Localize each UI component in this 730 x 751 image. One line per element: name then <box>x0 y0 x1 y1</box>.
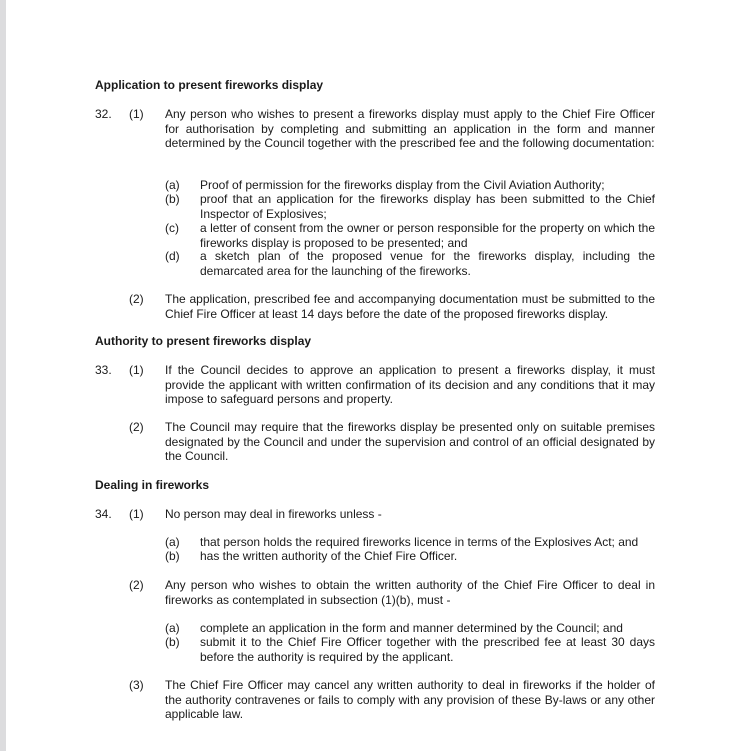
item-label-34-1-b: (b) <box>165 549 180 563</box>
subsection-label-34-2: (2) <box>129 578 144 592</box>
subsection-text-34-2: Any person who wishes to obtain the written authority of the Chief Fire Officer to deal in fireworks as contemplated in subsection (1)(b), must - <box>165 578 655 607</box>
item-label-32-1-c: (c) <box>165 221 179 235</box>
section-heading-34: Dealing in fireworks <box>95 478 210 492</box>
subsection-label-34-3: (3) <box>129 678 144 692</box>
section-heading-32: Application to present fireworks display <box>95 78 324 92</box>
item-label-32-1-b: (b) <box>165 192 180 206</box>
item-label-32-1-a: (a) <box>165 178 180 192</box>
subsection-label-32-1: (1) <box>129 107 144 121</box>
section-heading-33: Authority to present fireworks display <box>95 334 312 348</box>
item-text-32-1-b: proof that an application for the fireworks display has been submitted to the Chief Inspector of Explosives; <box>200 192 655 221</box>
subsection-label-33-2: (2) <box>129 420 144 434</box>
item-text-34-1-b: has the written authority of the Chief Fire Officer. <box>200 549 458 563</box>
item-text-32-1-c: a letter of consent from the owner or person responsible for the property on which the fireworks display is proposed to be presented; and <box>200 221 655 250</box>
subsection-text-32-2: The application, prescribed fee and accompanying documentation must be submitted to the Chief Fire Officer at least 14 days before the date of the proposed fireworks display. <box>165 292 655 321</box>
item-text-34-2-b: submit it to the Chief Fire Officer together with the prescribed fee at least 30 days before the authority is required by the applicant. <box>200 635 655 664</box>
item-label-34-2-b: (b) <box>165 635 180 649</box>
section-number-33: 33. <box>95 363 112 377</box>
item-text-32-1-a: Proof of permission for the fireworks display from the Civil Aviation Authority; <box>200 178 605 192</box>
subsection-text-34-3: The Chief Fire Officer may cancel any written authority to deal in fireworks if the holder of the authority contravenes or fails to comply with any provision of these By-laws or any other applicable law. <box>165 678 655 721</box>
subsection-text-33-2: The Council may require that the fireworks display be presented only on suitable premises designated by the Council and under the supervision and control of an official designated by the Council. <box>165 420 655 463</box>
section-number-32: 32. <box>95 107 112 121</box>
item-text-34-1-a: that person holds the required fireworks licence in terms of the Explosives Act; and <box>200 535 639 549</box>
subsection-text-33-1: If the Council decides to approve an application to present a fireworks display, it must provide the applicant with written confirmation of its decision and any conditions that it may impose to safeguard persons and property. <box>165 363 655 406</box>
item-text-32-1-d: a sketch plan of the proposed venue for the fireworks display, including the demarcated area for the launching of the fireworks. <box>200 249 655 278</box>
subsection-label-33-1: (1) <box>129 363 144 377</box>
section-number-34: 34. <box>95 507 112 521</box>
item-label-32-1-d: (d) <box>165 249 180 263</box>
item-text-34-2-a: complete an application in the form and manner determined by the Council; and <box>200 621 623 635</box>
item-label-34-1-a: (a) <box>165 535 180 549</box>
subsection-label-32-2: (2) <box>129 292 144 306</box>
subsection-text-32-1: Any person who wishes to present a fireworks display must apply to the Chief Fire Officer for authorisation by completing and submitting an application in the form and manner determined by the Council together with the prescribed fee and the following documentation: <box>165 107 655 150</box>
subsection-text-34-1: No person may deal in fireworks unless - <box>165 507 382 521</box>
document-page <box>6 0 730 751</box>
subsection-label-34-1: (1) <box>129 507 144 521</box>
item-label-34-2-a: (a) <box>165 621 180 635</box>
